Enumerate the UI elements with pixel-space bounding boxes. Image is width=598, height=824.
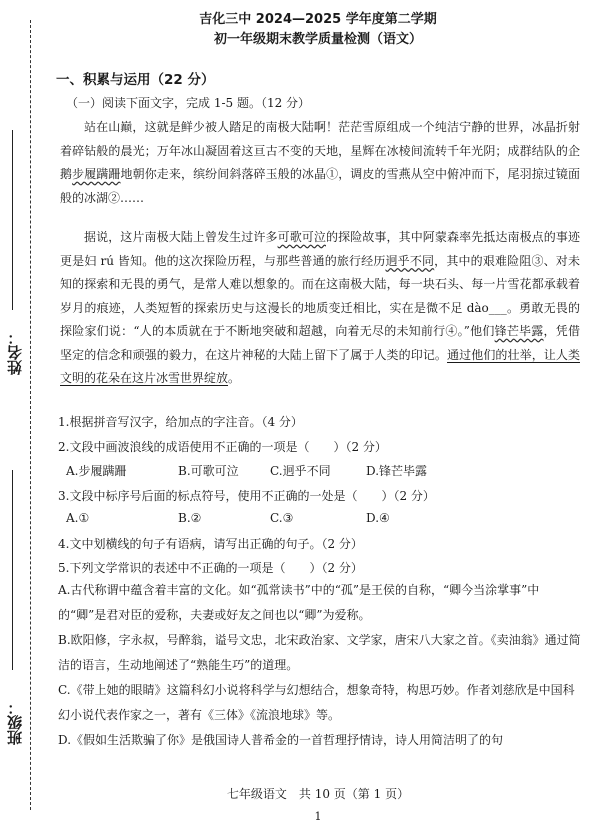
q5-options (58, 578, 582, 753)
cut-line (30, 20, 31, 810)
question-3: 3.文段中标序号后面的标点符号，使用不正确的一处是（ ）（2 分） (58, 489, 435, 503)
page-number: 1 (314, 810, 322, 823)
q3-option-c: C.③ (270, 511, 294, 525)
question-5: 5.下列文学常识的表述中不正确的一项是（ ）（2 分） (58, 561, 363, 575)
question-1: 1.根据拼音写汉字，给加点的字注音。（4 分） (58, 415, 303, 429)
name-blank-line (12, 130, 13, 310)
question-2: 2.文段中画波浪线的成语使用不正确的一项是（ ）（2 分） (58, 440, 387, 454)
q3-option-a: A.① (66, 511, 90, 525)
class-label: 班级： (6, 700, 24, 745)
binding-margin (0, 0, 36, 824)
wavy-idiom: 可歌可泣 (277, 230, 326, 244)
wavy-idiom: 步履蹒跚 (72, 167, 121, 181)
q5-option-d: D.《假如生活欺骗了你》是俄国诗人普希金的一首哲理抒情诗，诗人用简洁明了的句 (58, 733, 504, 747)
underlined-sentence: 通过他们的壮举，让人类文明的花朵在这片冰雪世界绽放 (60, 347, 580, 385)
q5-option-b: B.欧阳修，字永叔，号醉翁，谥号文忠，北宋政治家、文学家，唐宋八大家之首。《卖油翁》通过简洁的语言，生动地阐述了“熟能生巧”的道理。 (58, 633, 581, 672)
section-title: 一、积累与运用（22 分） (56, 72, 215, 88)
wavy-idiom: 迥乎不同 (385, 253, 435, 268)
reading-passage (60, 116, 580, 391)
page-footer: 七年级语文 共 10 页（第 1 页） (226, 787, 410, 801)
passage-paragraph-1: 站在山巅，这就是鲜少被人踏足的南极大陆啊！茫茫雪原组成一个纯洁宁静的世界，冰晶折射着碎钻般的晨光；万年冰山凝固着这亘古不变的天地，星辉在冰棱间流转千年光阴；成群结队的企鹅步履蹒跚地朝你走来，缤纷间斜落碎玉般的冰晶①，调皮的雪燕从空中俯冲而下，尾羽掠过镜面般的冰湖②…… (60, 120, 580, 205)
name-label: 姓名： (6, 330, 24, 375)
q5-option-a: A.古代称谓中蕴含着丰富的文化。如“孤常读书”中的“孤”是王侯的自称，“卿今当涂掌事”中的“卿”是君对臣的爱称，夫妻或好友之间也以“卿”为爱称。 (58, 583, 540, 622)
exam-title-line1: 吉化三中 2024—2025 学年度第二学期 (199, 12, 437, 27)
q3-option-b: B.② (178, 511, 202, 525)
subsection-title: （一）阅读下面文字，完成 1-5 题。（12 分） (66, 96, 311, 110)
exam-title-line2: 初一年级期末教学质量检测（语文） (213, 32, 422, 47)
class-blank-line (12, 470, 13, 670)
q2-option-a: A.步履蹒跚 (66, 464, 127, 478)
wavy-idiom: 锋芒毕露 (494, 324, 544, 338)
question-4: 4.文中划横线的句子有语病，请写出正确的句子。（2 分） (58, 537, 363, 551)
q5-option-c: C.《带上她的眼睛》这篇科幻小说将科学与幻想结合，想象奇特，构思巧妙。作者刘慈欣是中国科幻小说代表作家之一，著有《三体》《流浪地球》等。 (58, 683, 575, 722)
q2-option-d: D.锋芒毕露 (366, 464, 428, 478)
q2-option-c: C.迥乎不同 (270, 464, 331, 478)
q3-option-d: D.④ (366, 511, 390, 525)
q2-option-b: B.可歌可泣 (178, 464, 239, 478)
passage-paragraph-2: 据说，这片南极大陆上曾发生过许多可歌可泣的探险故事，其中阿蒙森率先抵达南极点的事迹更是妇 rú 皆知。他的这次探险历程，与那些普通的旅行经历迥乎不同，其中的艰难险阻③、对未知的探索和无畏的勇气，是常人难以想象的。而在这南极大陆，每一块石头、每一片雪花都承载着岁月的痕迹，人类短暂的探索历史与这漫长的地质变迁相比，实在是微不足 dào___。勇敢无畏的探险家们说：“人的本质就在于不断地突破和超越，向着无尽的未知前行④。”他们锋芒毕露，凭借坚定的信念和顽强的毅力，在这片神秘的大陆上留下了属于人类的印记。通过他们的壮举，让人类文明的花朵在这片冰雪世界绽放。 (60, 230, 580, 385)
